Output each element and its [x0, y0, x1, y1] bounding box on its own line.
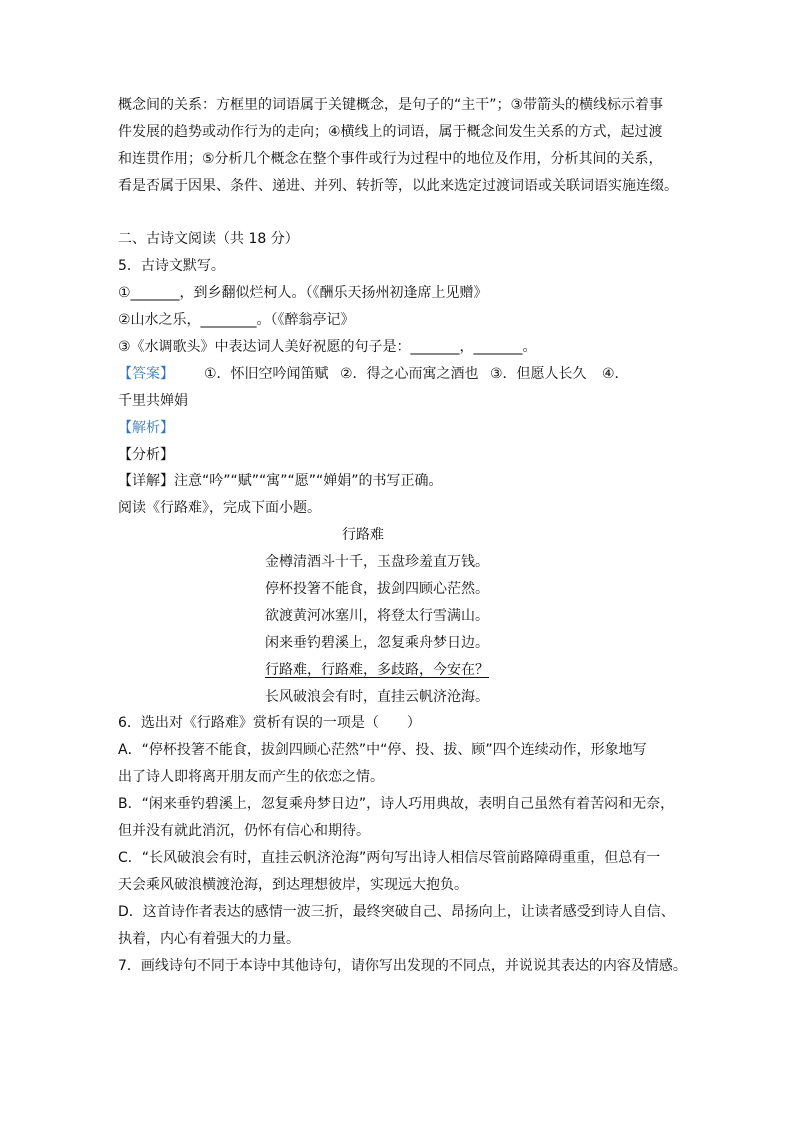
answer-item: ④． [602, 365, 629, 382]
intro-line: 和连贯作用；⑤分析几个概念在整个事件或行为过程中的地位及作用，分析其间的关系， [118, 150, 663, 167]
q7-title: 7．画线诗句不同于本诗中其他诗句，请你写出发现的不同点，并说说其表达的内容及情感。 [118, 957, 687, 974]
spacer [118, 200, 688, 227]
q6-option-a: A．“停杯投箸不能食，拔剑四顾心茫然”中“停、投、拔、顾”四个连续动作，形象地写 [118, 742, 647, 759]
section-heading: 二、古诗文阅读（共 18 分） [118, 231, 299, 248]
q5-answer-line [118, 361, 688, 388]
q5-item: ②山水之乐，________。（《醉翁亭记》 [118, 312, 355, 329]
answer-item: ②．得之心而寓之酒也 [340, 365, 479, 382]
answer-continuation: 千里共婵娟 [118, 392, 188, 409]
poem-title: 行路难 [342, 527, 384, 544]
q6-option-d-cont: 执着，内心有着强大的力量。 [118, 930, 300, 947]
intro-line: 件发展的趋势或动作行为的走向；④横线上的词语，属于概念间发生关系的方式，起过渡 [118, 123, 663, 140]
q5-item: ③《水调歌头》中表达词人美好祝愿的句子是：_______，_______。 [118, 339, 537, 356]
poem-line: 闲来垂钓碧溪上，忽复乘舟梦日边。 [265, 634, 489, 651]
poem-line: 欲渡黄河冰塞川，将登太行雪满山。 [265, 607, 489, 624]
document-page [118, 92, 688, 979]
poem [265, 522, 489, 710]
answer-item: ①．怀旧空吟闻笛赋 [204, 365, 329, 382]
q6-option-c: C．“长风破浪会有时，直挂云帆济沧海”两句写出诗人相信尽管前路障碍重重，但总有一 [118, 849, 661, 866]
q5-title: 5．古诗文默写。 [118, 258, 225, 275]
poem-line-underlined: 行路难，行路难，多歧路，今安在？ [265, 661, 489, 678]
poem-line: 停杯投箸不能食，拔剑四顾心茫然。 [265, 581, 489, 598]
detail-text: 【详解】注意“吟”“赋”“寓”“愿”“婵娟”的书写正确。 [118, 473, 443, 490]
intro-line: 概念间的关系：方框里的词语属于关键概念，是句子的“主干”；③带箭头的横线标示着事 [118, 97, 664, 113]
q6-option-c-cont: 天会乘风破浪横渡沧海，到达理想彼岸，实现远大抱负。 [118, 876, 468, 893]
q6-option-b-cont: 但并没有就此消沉，仍怀有信心和期待。 [118, 823, 370, 840]
intro-line: 看是否属于因果、条件、递进、并列、转折等，以此来选定过渡词语或关联词语实施连缀。 [118, 177, 678, 194]
q6-option-a-cont: 出了诗人即将离开朋友而产生的依恋之情。 [118, 769, 384, 786]
fenxi-label: 【分析】 [118, 446, 174, 463]
q6-option-d: D．这首诗作者表达的感情一波三折，最终突破自己、昂扬向上，让读者感受到诗人自信、 [118, 903, 675, 920]
reading-intro: 阅读《行路难》，完成下面小题。 [118, 500, 321, 517]
answer-label: 【答案】 [118, 365, 174, 382]
poem-line: 金樽清酒斗十千，玉盘珍羞直万钱。 [265, 554, 489, 571]
answer-item: ③．但愿人长久 [490, 365, 587, 382]
poem-line: 长风破浪会有时，直挂云帆济沧海。 [265, 688, 489, 705]
q6-title: 6．选出对《行路难》赏析有误的一项是（ ） [118, 715, 421, 732]
q6-option-b: B．“闲来垂钓碧溪上，忽复乘舟梦日边”，诗人巧用典故，表明自己虽然有着苦闷和无奈， [118, 796, 675, 813]
analysis-label: 【解析】 [118, 419, 174, 436]
q5-item: ①_______，到乡翻似烂柯人。（《酬乐天扬州初逢席上见赠》 [118, 285, 488, 302]
